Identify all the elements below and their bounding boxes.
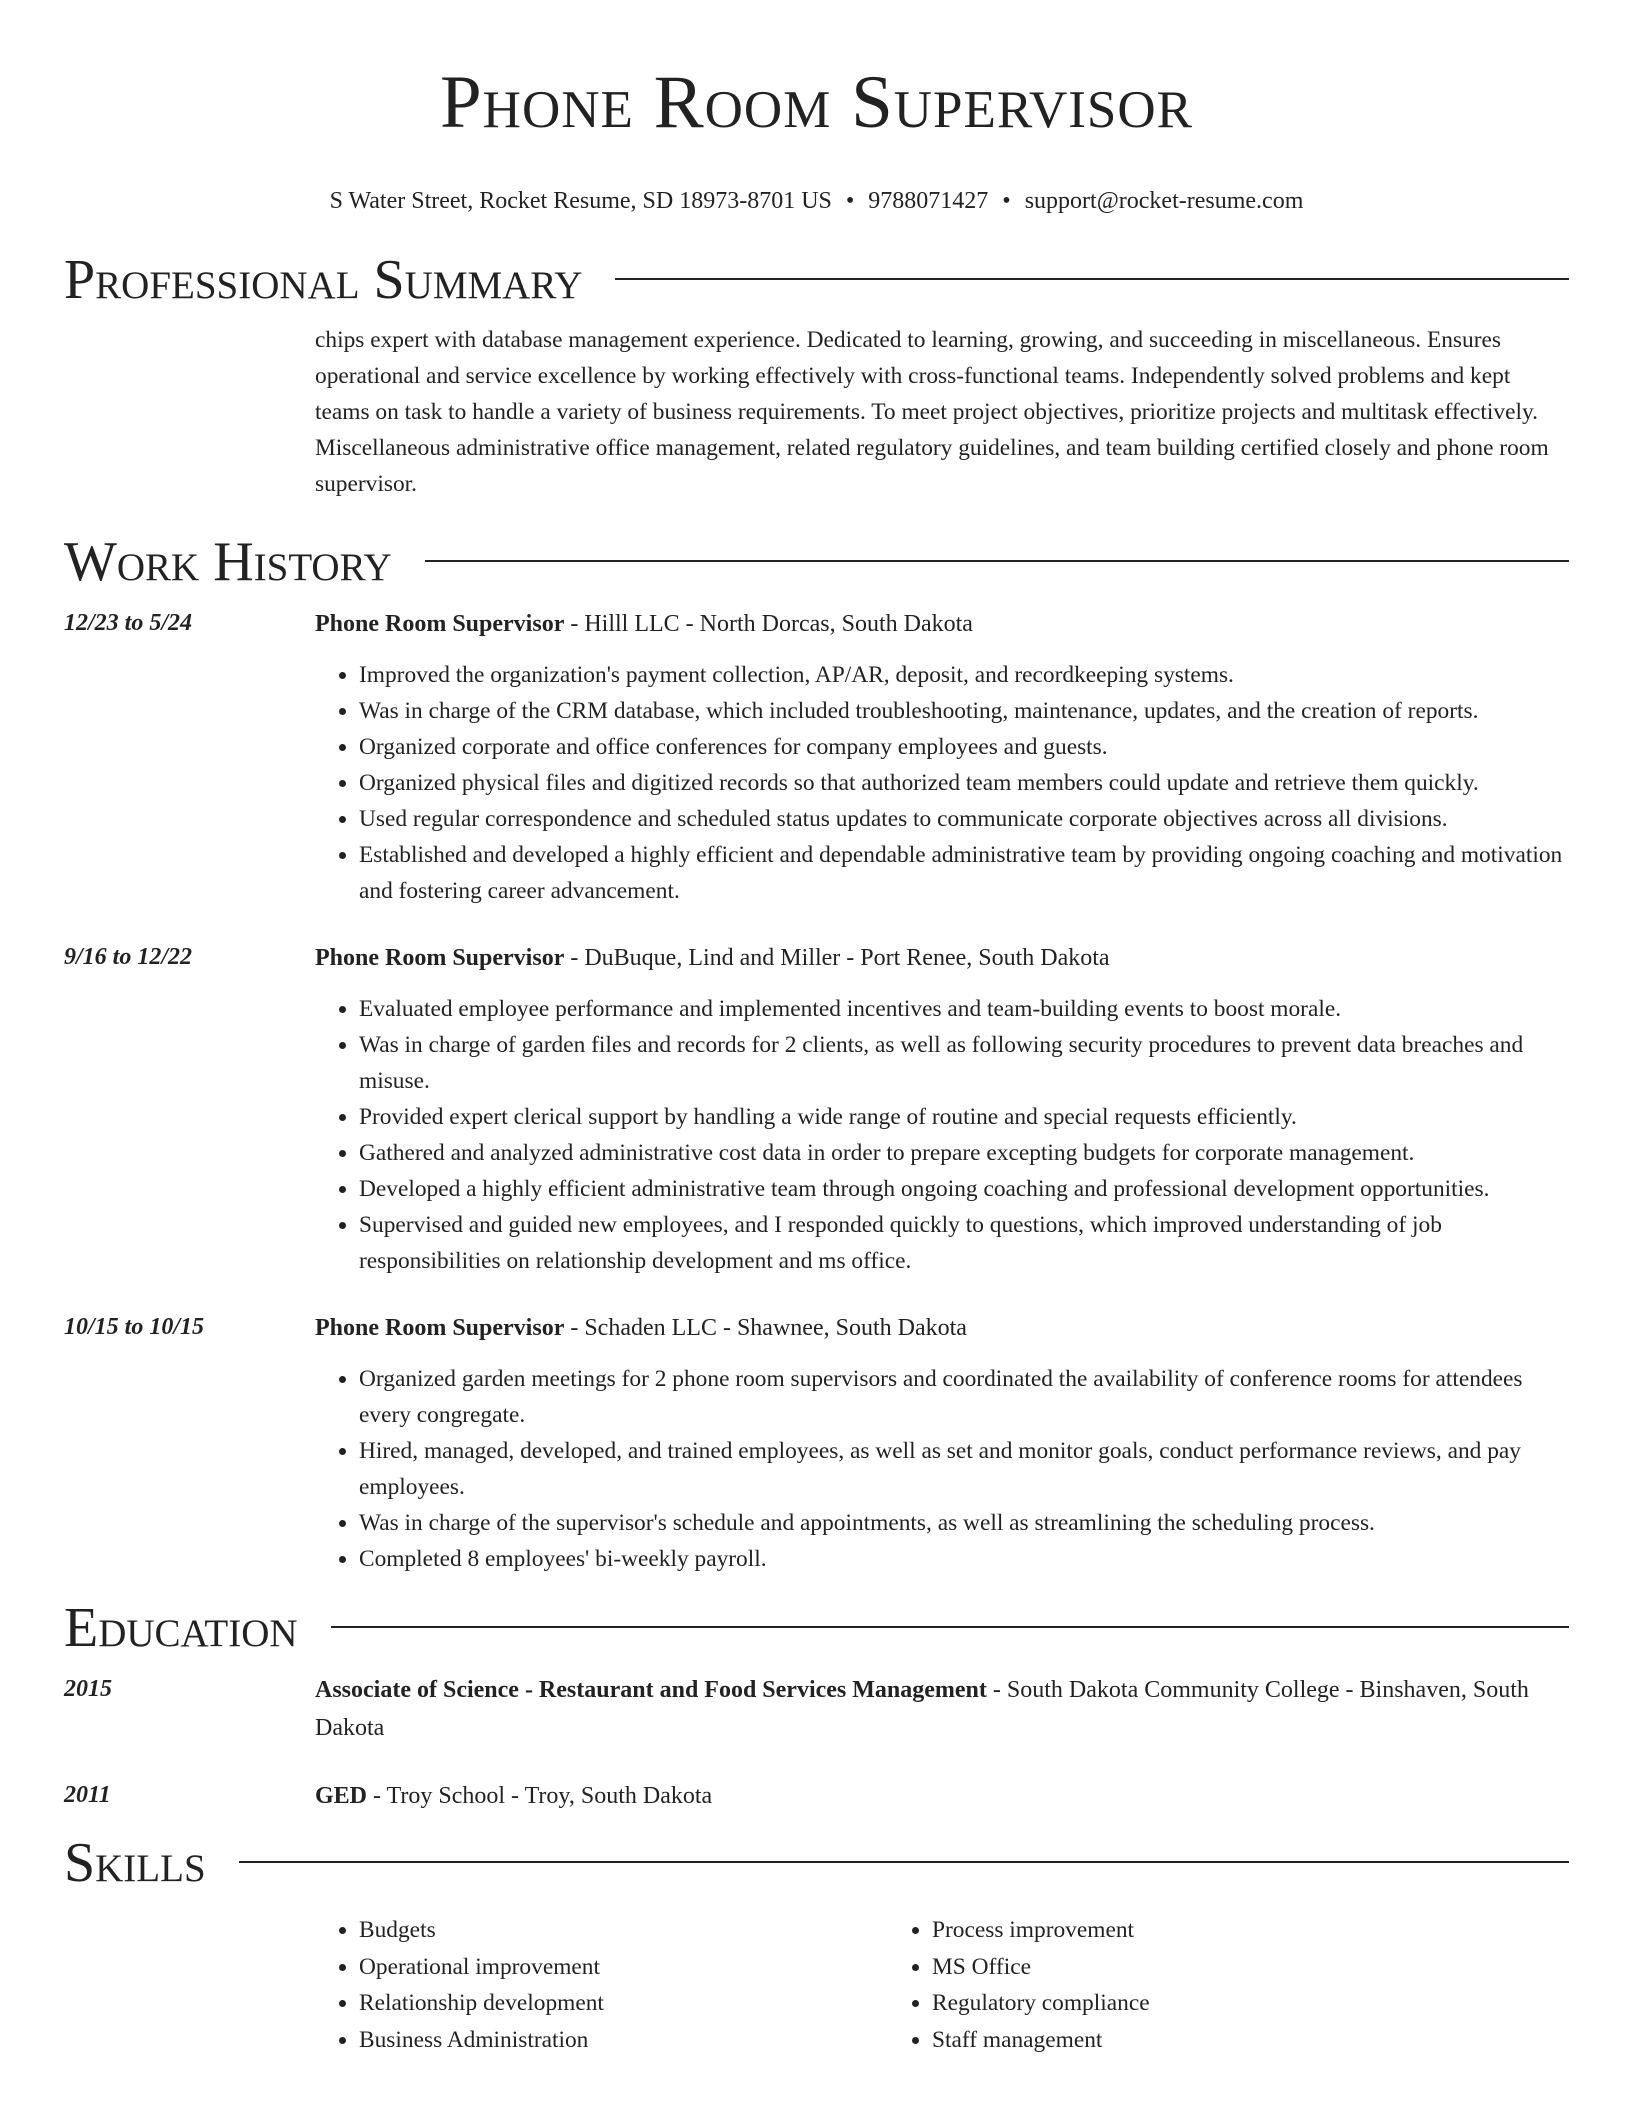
- email: support@rocket-resume.com: [1024, 188, 1304, 214]
- skills-column-left: [315, 1912, 888, 2058]
- job-bullets: [315, 657, 1569, 909]
- contact-separator: •: [845, 188, 855, 214]
- job-title: Phone Room Supervisor: [315, 611, 565, 637]
- education-body: [315, 1671, 1569, 1747]
- list-item: • Provided expert clerical support by handling a wide range of routine and special requests efficiently.: [359, 1099, 1569, 1135]
- skill-item: • Regulatory compliance: [932, 1985, 1461, 2022]
- job-title-line: [315, 1309, 1569, 1347]
- skill-item: • Process improvement: [932, 1912, 1461, 1949]
- job-entry: [64, 605, 1569, 909]
- list-item: • Was in charge of the supervisor's schedule and appointments, as well as streamlining the scheduling process.: [359, 1505, 1569, 1541]
- skill-item: • Business Administration: [359, 2022, 888, 2059]
- skill-item: • MS Office: [932, 1949, 1461, 1986]
- degree: GED: [315, 1783, 368, 1809]
- education-body: [315, 1777, 1569, 1815]
- list-item: • Organized physical files and digitized records so that authorized team members could update and retrieve them quickly.: [359, 765, 1569, 801]
- list-item: • Supervised and guided new employees, and I responded quickly to questions, which improved understanding of job responsibilities on relationship development and ms office.: [359, 1207, 1569, 1279]
- list-item: • Used regular correspondence and scheduled status updates to communicate corporate objectives across all divisions.: [359, 801, 1569, 837]
- work-section-heading: [64, 531, 1569, 593]
- list-item: • Gathered and analyzed administrative cost data in order to prepare excepting budgets for corporate management.: [359, 1135, 1569, 1171]
- list-item: • Was in charge of the CRM database, which included troubleshooting, maintenance, updates, and the creation of reports.: [359, 693, 1569, 729]
- job-dates: 10/15 to 10/15: [64, 1314, 205, 1340]
- section-rule: [615, 278, 1569, 280]
- education-title-line: [315, 1671, 1569, 1747]
- contact-line: [64, 186, 1569, 216]
- summary-section-heading: [64, 249, 1569, 311]
- job-title: Phone Room Supervisor: [315, 945, 565, 971]
- address: S Water Street, Rocket Resume, SD 18973-8701 US: [329, 188, 832, 214]
- education-entry: [64, 1671, 1569, 1747]
- education-year: 2015: [64, 1676, 112, 1702]
- skills-list: [315, 1912, 1569, 2058]
- section-rule: [239, 1861, 1569, 1863]
- degree: Associate of Science - Restaurant and Food Services Management: [315, 1677, 987, 1703]
- phone: 9788071427: [868, 188, 989, 214]
- job-details: - Hilll LLC - North Dorcas, South Dakota: [564, 611, 973, 637]
- education-year: 2011: [64, 1782, 111, 1808]
- job-details: - Schaden LLC - Shawnee, South Dakota: [564, 1315, 967, 1341]
- skills-section-heading: [64, 1832, 1569, 1894]
- contact-separator: •: [1002, 188, 1011, 214]
- list-item: • Established and developed a highly efficient and dependable administrative team by providing ongoing coaching and motivation and fostering career advancement.: [359, 837, 1569, 909]
- candidate-name: Phone Room Supervisor: [439, 61, 1194, 144]
- skills-column-right: [888, 1912, 1461, 2058]
- job-dates: 12/23 to 5/24: [64, 610, 193, 636]
- skill-item: • Operational improvement: [359, 1949, 888, 1986]
- list-item: • Hired, managed, developed, and trained employees, as well as set and monitor goals, conduct performance reviews, and pay employees.: [359, 1433, 1569, 1505]
- education-heading: Education: [64, 1597, 298, 1659]
- education-title-line: [315, 1777, 1569, 1815]
- job-bullets: [315, 1361, 1569, 1577]
- list-item: • Organized corporate and office conferences for company employees and guests.: [359, 729, 1569, 765]
- education-details: - Troy School - Troy, South Dakota: [367, 1783, 713, 1809]
- job-body: [315, 605, 1569, 909]
- list-item: • Was in charge of garden files and records for 2 clients, as well as following security procedures to prevent data breaches and misuse.: [359, 1027, 1569, 1099]
- job-entry: [64, 1309, 1569, 1577]
- skill-item: • Budgets: [359, 1912, 888, 1949]
- skill-item: • Relationship development: [359, 1985, 888, 2022]
- section-rule: [331, 1626, 1569, 1628]
- education-entry: [64, 1777, 1569, 1815]
- list-item: • Developed a highly efficient administrative team through ongoing coaching and professional development opportunities.: [359, 1171, 1569, 1207]
- job-entry: [64, 939, 1569, 1279]
- job-title: Phone Room Supervisor: [315, 1315, 565, 1341]
- skills-heading: Skills: [64, 1832, 206, 1894]
- section-rule: [425, 560, 1569, 562]
- job-body: [315, 1309, 1569, 1577]
- job-bullets: [315, 991, 1569, 1279]
- list-item: • Evaluated employee performance and implemented incentives and team-building events to boost morale.: [359, 991, 1569, 1027]
- job-title-line: [315, 939, 1569, 977]
- education-details: - South Dakota Community College - Binshaven, South Dakota: [315, 1677, 1529, 1741]
- job-body: [315, 939, 1569, 1279]
- summary-heading: Professional Summary: [64, 249, 583, 311]
- summary-text: chips expert with database management experience. Dedicated to learning, growing, and succeeding in miscellaneous. Ensures operational and service excellence by working effectively with cross-functional teams. Independently solved problems and kept teams on task to handle a variety of business requirements. To meet project objectives, prioritize projects and multitask effectively. Miscellaneous administrative office management, related regulatory guidelines, and team building certified closely and phone room supervisor.: [315, 327, 1549, 497]
- work-heading: Work History: [64, 531, 392, 593]
- education-section-heading: [64, 1597, 1569, 1659]
- list-item: • Improved the organization's payment collection, AP/AR, deposit, and recordkeeping systems.: [359, 657, 1569, 693]
- list-item: • Completed 8 employees' bi-weekly payroll.: [359, 1541, 1569, 1577]
- job-details: - DuBuque, Lind and Miller - Port Renee, South Dakota: [564, 945, 1110, 971]
- job-dates: 9/16 to 12/22: [64, 944, 193, 970]
- job-title-line: [315, 605, 1569, 643]
- skill-item: • Staff management: [932, 2022, 1461, 2059]
- list-item: • Organized garden meetings for 2 phone room supervisors and coordinated the availability of conference rooms for attendees every congregate.: [359, 1361, 1569, 1433]
